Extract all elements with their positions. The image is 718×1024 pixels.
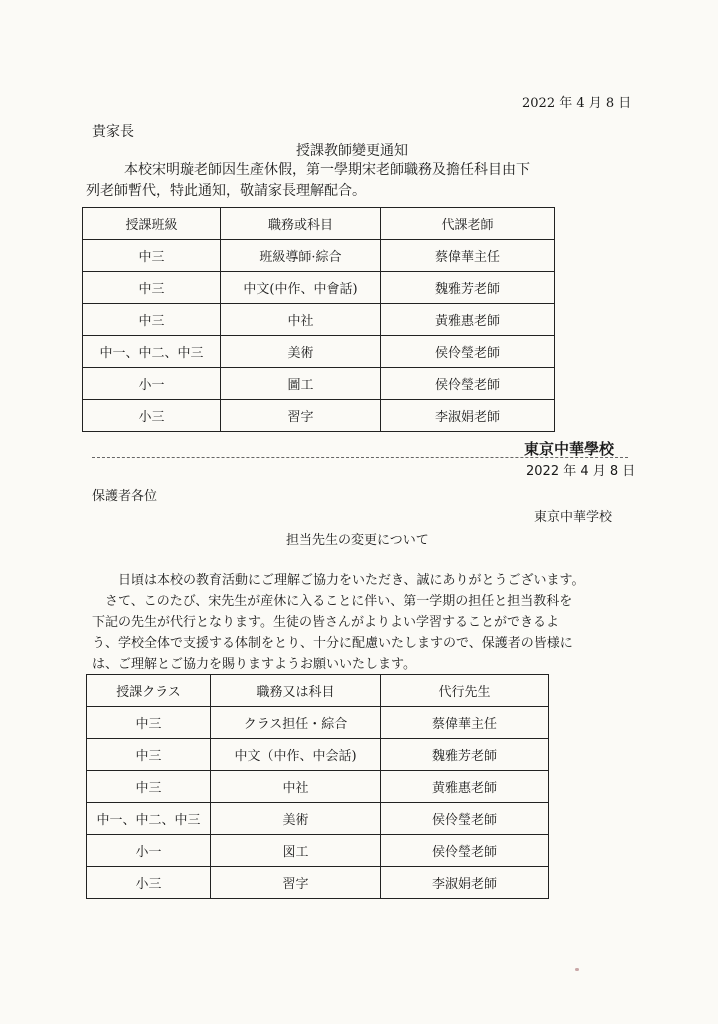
header-cell: 代行先生 bbox=[381, 675, 549, 707]
school-name-ja: 東京中華学校 bbox=[534, 510, 613, 525]
class-cell: 小三 bbox=[87, 867, 211, 899]
teacher-cell: 李淑娟老師 bbox=[381, 400, 555, 432]
body-line: は、ご理解とご協力を賜りますようお願いいたします。 bbox=[92, 657, 416, 672]
body-line: 本校宋明璇老師因生產休假，第一學期宋老師職務及擔任科目由下 bbox=[124, 162, 530, 178]
table-row bbox=[87, 867, 549, 899]
subject-cell: クラス担任・綜合 bbox=[211, 707, 381, 739]
teacher-cell: 侯伶瑩老師 bbox=[381, 336, 555, 368]
class-cell: 中三 bbox=[83, 304, 221, 336]
table-header-row bbox=[83, 208, 555, 240]
table-row bbox=[83, 240, 555, 272]
subject-cell: 中社 bbox=[221, 304, 381, 336]
section-divider bbox=[92, 457, 628, 458]
class-cell: 中三 bbox=[87, 707, 211, 739]
class-cell: 中三 bbox=[87, 771, 211, 803]
table-row bbox=[87, 707, 549, 739]
class-cell: 中三 bbox=[87, 739, 211, 771]
notice-date-ja: 2022 年 4 月 8 日 bbox=[526, 464, 636, 479]
table-row bbox=[87, 739, 549, 771]
subject-cell: 美術 bbox=[221, 336, 381, 368]
subject-cell: 習字 bbox=[211, 867, 381, 899]
salutation-ja: 保護者各位 bbox=[92, 489, 158, 504]
table-row bbox=[83, 400, 555, 432]
subject-cell: 中社 bbox=[211, 771, 381, 803]
header-cell: 授課班級 bbox=[83, 208, 221, 240]
body-line: 下記の先生が代行となります。生徒の皆さんがよりよい学習することができるよ bbox=[92, 615, 559, 630]
table-row bbox=[83, 368, 555, 400]
subject-cell: 中文（中作、中会話) bbox=[211, 739, 381, 771]
substitute-table-ja bbox=[86, 674, 549, 899]
table-row bbox=[87, 803, 549, 835]
notice-date-zh: 2022 年 4 月 8 日 bbox=[522, 96, 632, 111]
body-line: 列老師暫代，特此通知，敬請家長理解配合。 bbox=[86, 183, 366, 199]
notice-body-ja bbox=[92, 570, 632, 675]
school-signature-zh: 東京中華學校 bbox=[524, 440, 615, 458]
table-row bbox=[83, 336, 555, 368]
subject-cell: 習字 bbox=[221, 400, 381, 432]
teacher-cell: 蔡偉華主任 bbox=[381, 707, 549, 739]
class-cell: 中一、中二、中三 bbox=[87, 803, 211, 835]
header-cell: 代課老師 bbox=[381, 208, 555, 240]
table-row bbox=[83, 272, 555, 304]
teacher-cell: 侯伶瑩老師 bbox=[381, 368, 555, 400]
salutation-zh: 貴家長 bbox=[92, 124, 134, 140]
teacher-cell: 黃雅惠老師 bbox=[381, 304, 555, 336]
class-cell: 中三 bbox=[83, 272, 221, 304]
table-header-row bbox=[87, 675, 549, 707]
class-cell: 小一 bbox=[87, 835, 211, 867]
subject-cell: 図工 bbox=[211, 835, 381, 867]
teacher-cell: 李淑娟老師 bbox=[381, 867, 549, 899]
teacher-cell: 黄雅惠老師 bbox=[381, 771, 549, 803]
class-cell: 中一、中二、中三 bbox=[83, 336, 221, 368]
notice-body-zh bbox=[86, 160, 616, 202]
subject-cell: 班級導師·綜合 bbox=[221, 240, 381, 272]
notice-title-zh: 授課教師變更通知 bbox=[296, 143, 408, 159]
paper-speck bbox=[575, 968, 579, 971]
table-row bbox=[83, 304, 555, 336]
header-cell: 職務又は科目 bbox=[211, 675, 381, 707]
subject-cell: 中文(中作、中會話) bbox=[221, 272, 381, 304]
substitute-table-zh bbox=[82, 207, 555, 432]
teacher-cell: 侯伶瑩老師 bbox=[381, 835, 549, 867]
header-cell: 授課クラス bbox=[87, 675, 211, 707]
body-line: う、学校全体で支援する体制をとり、十分に配慮いたしますので、保護者の皆様に bbox=[92, 636, 573, 651]
body-line: さて、このたび、宋先生が産休に入ることに伴い、第一学期の担任と担当教科を bbox=[105, 594, 573, 609]
body-line: 日頃は本校の教育活動にご理解ご協力をいただき、誠にありがとうございます。 bbox=[118, 573, 585, 588]
class-cell: 中三 bbox=[83, 240, 221, 272]
teacher-cell: 侯伶瑩老師 bbox=[381, 803, 549, 835]
header-cell: 職務或科目 bbox=[221, 208, 381, 240]
class-cell: 小一 bbox=[83, 368, 221, 400]
subject-cell: 美術 bbox=[211, 803, 381, 835]
class-cell: 小三 bbox=[83, 400, 221, 432]
notice-title-ja: 担当先生の変更について bbox=[286, 533, 429, 548]
subject-cell: 圖工 bbox=[221, 368, 381, 400]
teacher-cell: 蔡偉華主任 bbox=[381, 240, 555, 272]
table-row bbox=[87, 835, 549, 867]
teacher-cell: 魏雅芳老師 bbox=[381, 739, 549, 771]
teacher-cell: 魏雅芳老師 bbox=[381, 272, 555, 304]
table-row bbox=[87, 771, 549, 803]
